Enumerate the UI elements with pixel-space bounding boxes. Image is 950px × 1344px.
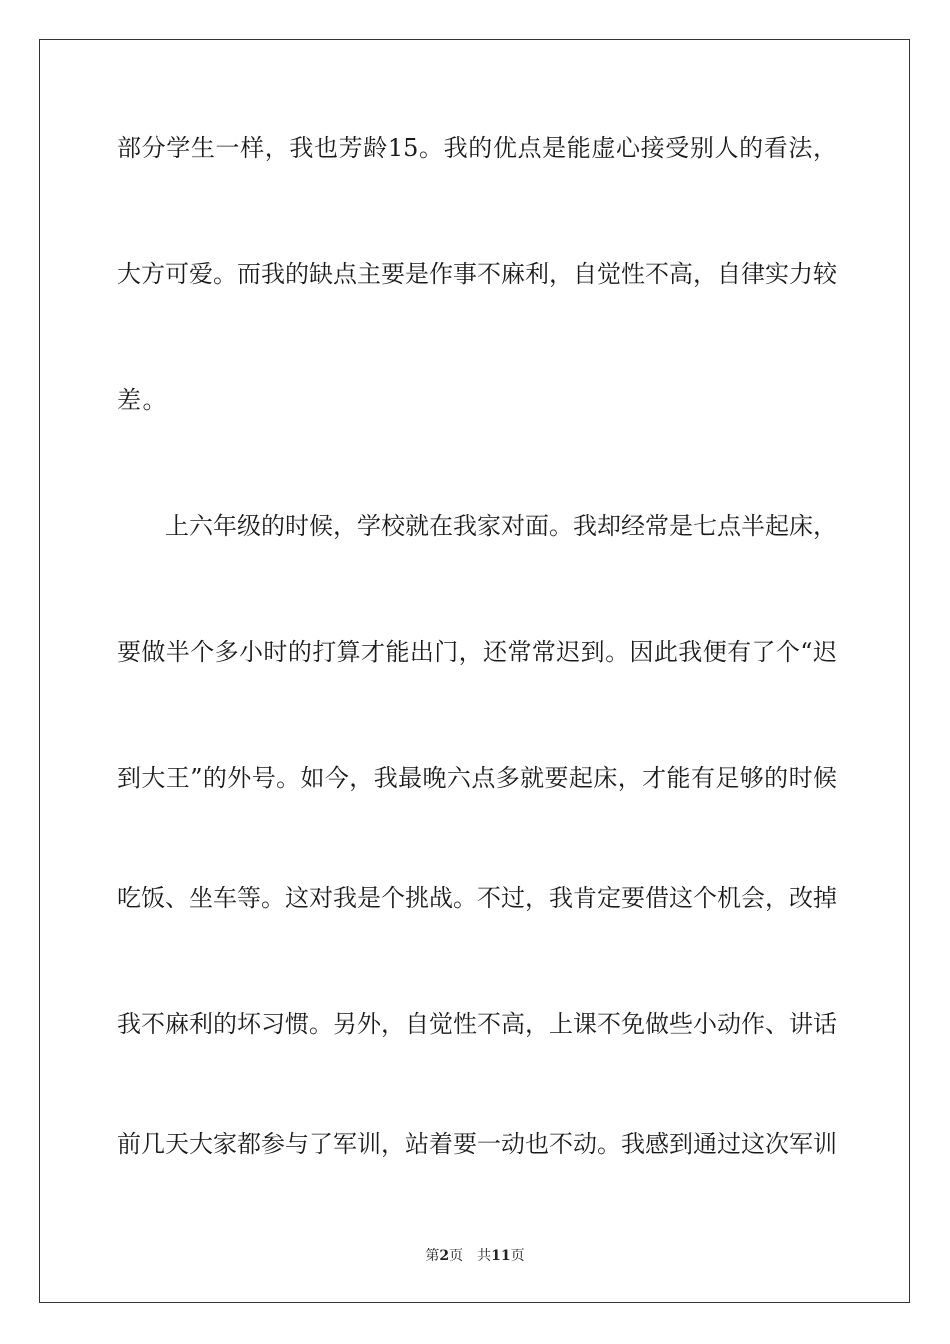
- text-line-8: 我不麻利的坏习惯。另外，自觉性不高，上课不免做些小动作、讲话: [117, 1010, 837, 1038]
- text-line-1: 部分学生一样，我也芳龄15。我的优点是能虚心接受别人的看法，: [117, 134, 837, 162]
- page-number: 2: [439, 1248, 450, 1264]
- total-suffix: 页: [510, 1248, 525, 1264]
- page-prefix: 第: [425, 1248, 440, 1264]
- text-line-5: 要做半个多小时的打算才能出门，还常常迟到。因此我便有了个“迟: [117, 638, 837, 666]
- page-border: [39, 39, 910, 1303]
- text-line-6: 到大王”的外号。如今，我最晚六点多就要起床，才能有足够的时候: [117, 764, 837, 792]
- text-line-9: 前几天大家都参与了军训，站着要一动也不动。我感到通过这次军训: [117, 1130, 837, 1158]
- text-line-4: 上六年级的时候，学校就在我家对面。我却经常是七点半起床，: [165, 512, 837, 540]
- total-prefix: 共: [477, 1248, 492, 1264]
- text-line-3: 差。: [117, 386, 169, 414]
- total-pages: 11: [491, 1248, 511, 1264]
- text-line-2: 大方可爱。而我的缺点主要是作事不麻利，自觉性不高，自律实力较: [117, 260, 837, 288]
- page-footer: [0, 1247, 950, 1265]
- page-suffix: 页: [449, 1248, 464, 1264]
- text-line-7: 吃饭、坐车等。这对我是个挑战。不过，我肯定要借这个机会，改掉: [117, 884, 837, 912]
